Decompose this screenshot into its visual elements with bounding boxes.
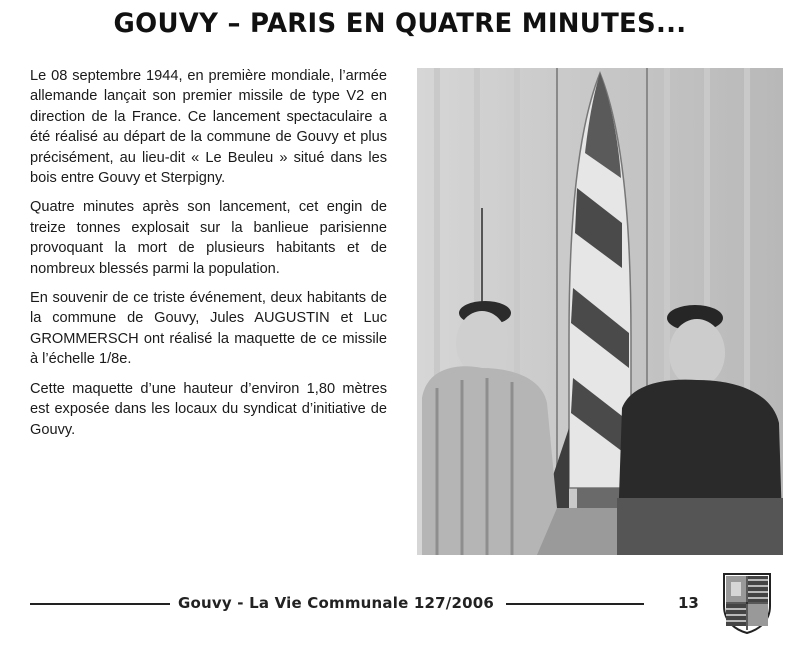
page-title: GOUVY – PARIS EN QUATRE MINUTES... (113, 8, 687, 39)
photo-v2-missile-model (417, 68, 783, 555)
municipal-coat-of-arms-icon (722, 572, 772, 634)
article-text (30, 66, 387, 449)
article-paragraph: Cette maquette d’une hauteur d’environ 1,80 mètres est exposée dans les locaux du syndicat d’initiative de Gouvy. (30, 380, 387, 438)
article-paragraph: En souvenir de ce triste événement, deux habitants de la commune de Gouvy, Jules AUGUSTIN et Luc GROMMERSCH ont réalisé la maquette de ce missile à l’échelle 1/8e. (30, 290, 387, 368)
footer-rule-right (506, 603, 644, 605)
page-number: 13 (678, 594, 699, 612)
footer-rule-left (30, 603, 170, 605)
article-paragraph: Le 08 septembre 1944, en première mondiale, l’armée allemande lançait son premier missile de type V2 en direction de la France. Ce lancement spectaculaire a été réalisé au départ de la commune de Gouvy et plus précisément, au lieu-dit « Le Beuleu » situé dans les bois entre Gouvy et Sterpigny. (30, 68, 387, 187)
article-paragraph: Quatre minutes après son lancement, cet engin de treize tonnes explosait sur la banlieue parisienne provoquant la mort de plusieurs habitants et de nombreux blessés parmi la population. (30, 199, 387, 277)
footer-publication: Gouvy - La Vie Communale 127/2006 (178, 594, 495, 612)
photo-illustration (417, 68, 783, 555)
